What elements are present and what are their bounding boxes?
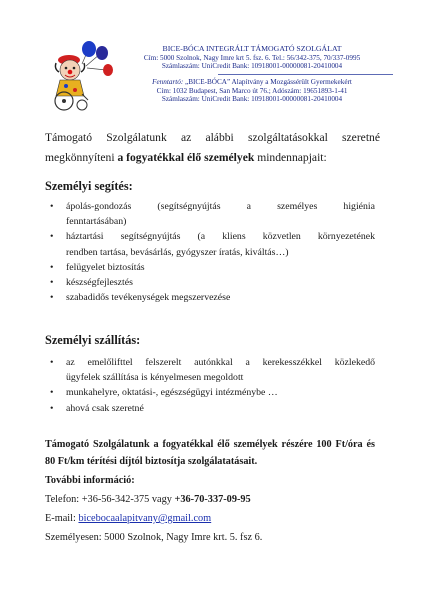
- list-item: [45, 385, 375, 400]
- list-item: [45, 229, 375, 259]
- header-org-block: [112, 45, 392, 71]
- contact-heading: További információ:: [45, 475, 135, 486]
- org-name: BICE-BÓCA INTEGRÁLT TÁMOGATÓ SZOLGÁLAT: [162, 44, 342, 53]
- list-item-text: munkahelyre, oktatási-, egészségügyi intézménybe …: [66, 387, 278, 399]
- maintainer-name: „BICE-BÓCA” Alapítvány a Mozgássérült Gyermekekért: [185, 78, 352, 86]
- bullet-icon: •: [50, 387, 54, 399]
- org-address: Cím: 5000 Szolnok, Nagy Imre krt 5. fsz. 6. Tel.: 56/342-375, 70/337-0995: [143, 53, 361, 62]
- section-heading-personal-transport: Személyi szállítás:: [45, 333, 141, 347]
- list-item: [45, 355, 375, 385]
- list-item-text: az emelőlifttel felszerelt autónkkal a kerekesszékkel közlekedő: [66, 357, 375, 368]
- list-item: [45, 199, 375, 229]
- list-item-text: ügyfelek szállítása is kényelmesen megoldott: [66, 372, 244, 384]
- header-maintainer-block: [112, 78, 392, 104]
- bullet-icon: •: [50, 292, 54, 304]
- list-item-text: felügyelet biztosítás: [66, 261, 145, 273]
- phone-line: [45, 494, 251, 505]
- org-bank: Számlaszám: UniCredit Bank: 10918001-00000081-20410004: [161, 62, 343, 71]
- list-item-text: készségfejlesztés: [66, 277, 133, 289]
- in-person-line: Személyesen: 5000 Szolnok, Nagy Imre krt. 5. fsz 6.: [45, 532, 263, 543]
- list-item: [45, 401, 375, 416]
- list-item-text: ahová csak szeretné: [66, 402, 144, 414]
- list-item-text: szabadidős tevékenységek megszervezése: [66, 292, 231, 304]
- list-item-text: fenntartásában): [66, 216, 127, 228]
- header-divider: [218, 74, 393, 75]
- section-heading-personal-help: Személyi segítés:: [45, 179, 133, 193]
- bullet-icon: •: [50, 261, 54, 273]
- maintainer-bank: Számlaszám: UniCredit Bank: 10918001-00000081-20410004: [161, 95, 343, 104]
- pricing-paragraph: Támogató Szolgálatunk a fogyatékkal élő személyek részére 100 Ft/óra és 80 Ft/km térítési díjtól biztosítja szolgálatatásait.: [45, 439, 375, 467]
- list-item-text: ápolás-gondozás (segítségnyújtás a személyes higiénia: [66, 201, 375, 212]
- email-link[interactable]: bicebocaalapitvany@gmail.com: [78, 513, 212, 524]
- bullet-icon: •: [50, 402, 54, 414]
- intro-text-end: mindennapjait:: [254, 151, 327, 164]
- bullet-icon: •: [50, 357, 54, 368]
- phone-label: Telefon: +36-56-342-375 vagy: [45, 494, 175, 505]
- list-item: [45, 290, 375, 305]
- maintainer-address: Cím: 1032 Budapest, San Marco út 76.; Adószám: 19651893-1-41: [156, 86, 348, 95]
- list-item-text: háztartási segítségnyújtás (a kliens közvetlen környezetének: [66, 231, 375, 243]
- bullet-icon: •: [50, 277, 54, 289]
- intro-paragraph: [45, 128, 380, 168]
- list-item-text: rendben tartása, bevásárlás, gyógyszer íratás, kiváltás…): [66, 246, 289, 258]
- bullet-icon: •: [50, 231, 54, 243]
- personal-transport-list: [45, 355, 375, 416]
- personal-help-list: [45, 199, 375, 305]
- list-item: [45, 260, 375, 275]
- phone-number: +36-70-337-09-95: [174, 494, 251, 505]
- bullet-icon: •: [50, 201, 54, 212]
- email-line: [45, 513, 211, 524]
- list-item: [45, 275, 375, 290]
- email-label: E-mail:: [45, 513, 79, 524]
- clown-with-balloons-icon: [42, 40, 120, 114]
- maintainer-label: Fenntartó:: [152, 78, 184, 86]
- intro-text: Támogató Szolgálatunk az alábbi szolgáltatásokkal szeretné megkönnyíteni: [45, 131, 380, 164]
- intro-bold: a fogyatékkal élő személyek: [117, 151, 255, 164]
